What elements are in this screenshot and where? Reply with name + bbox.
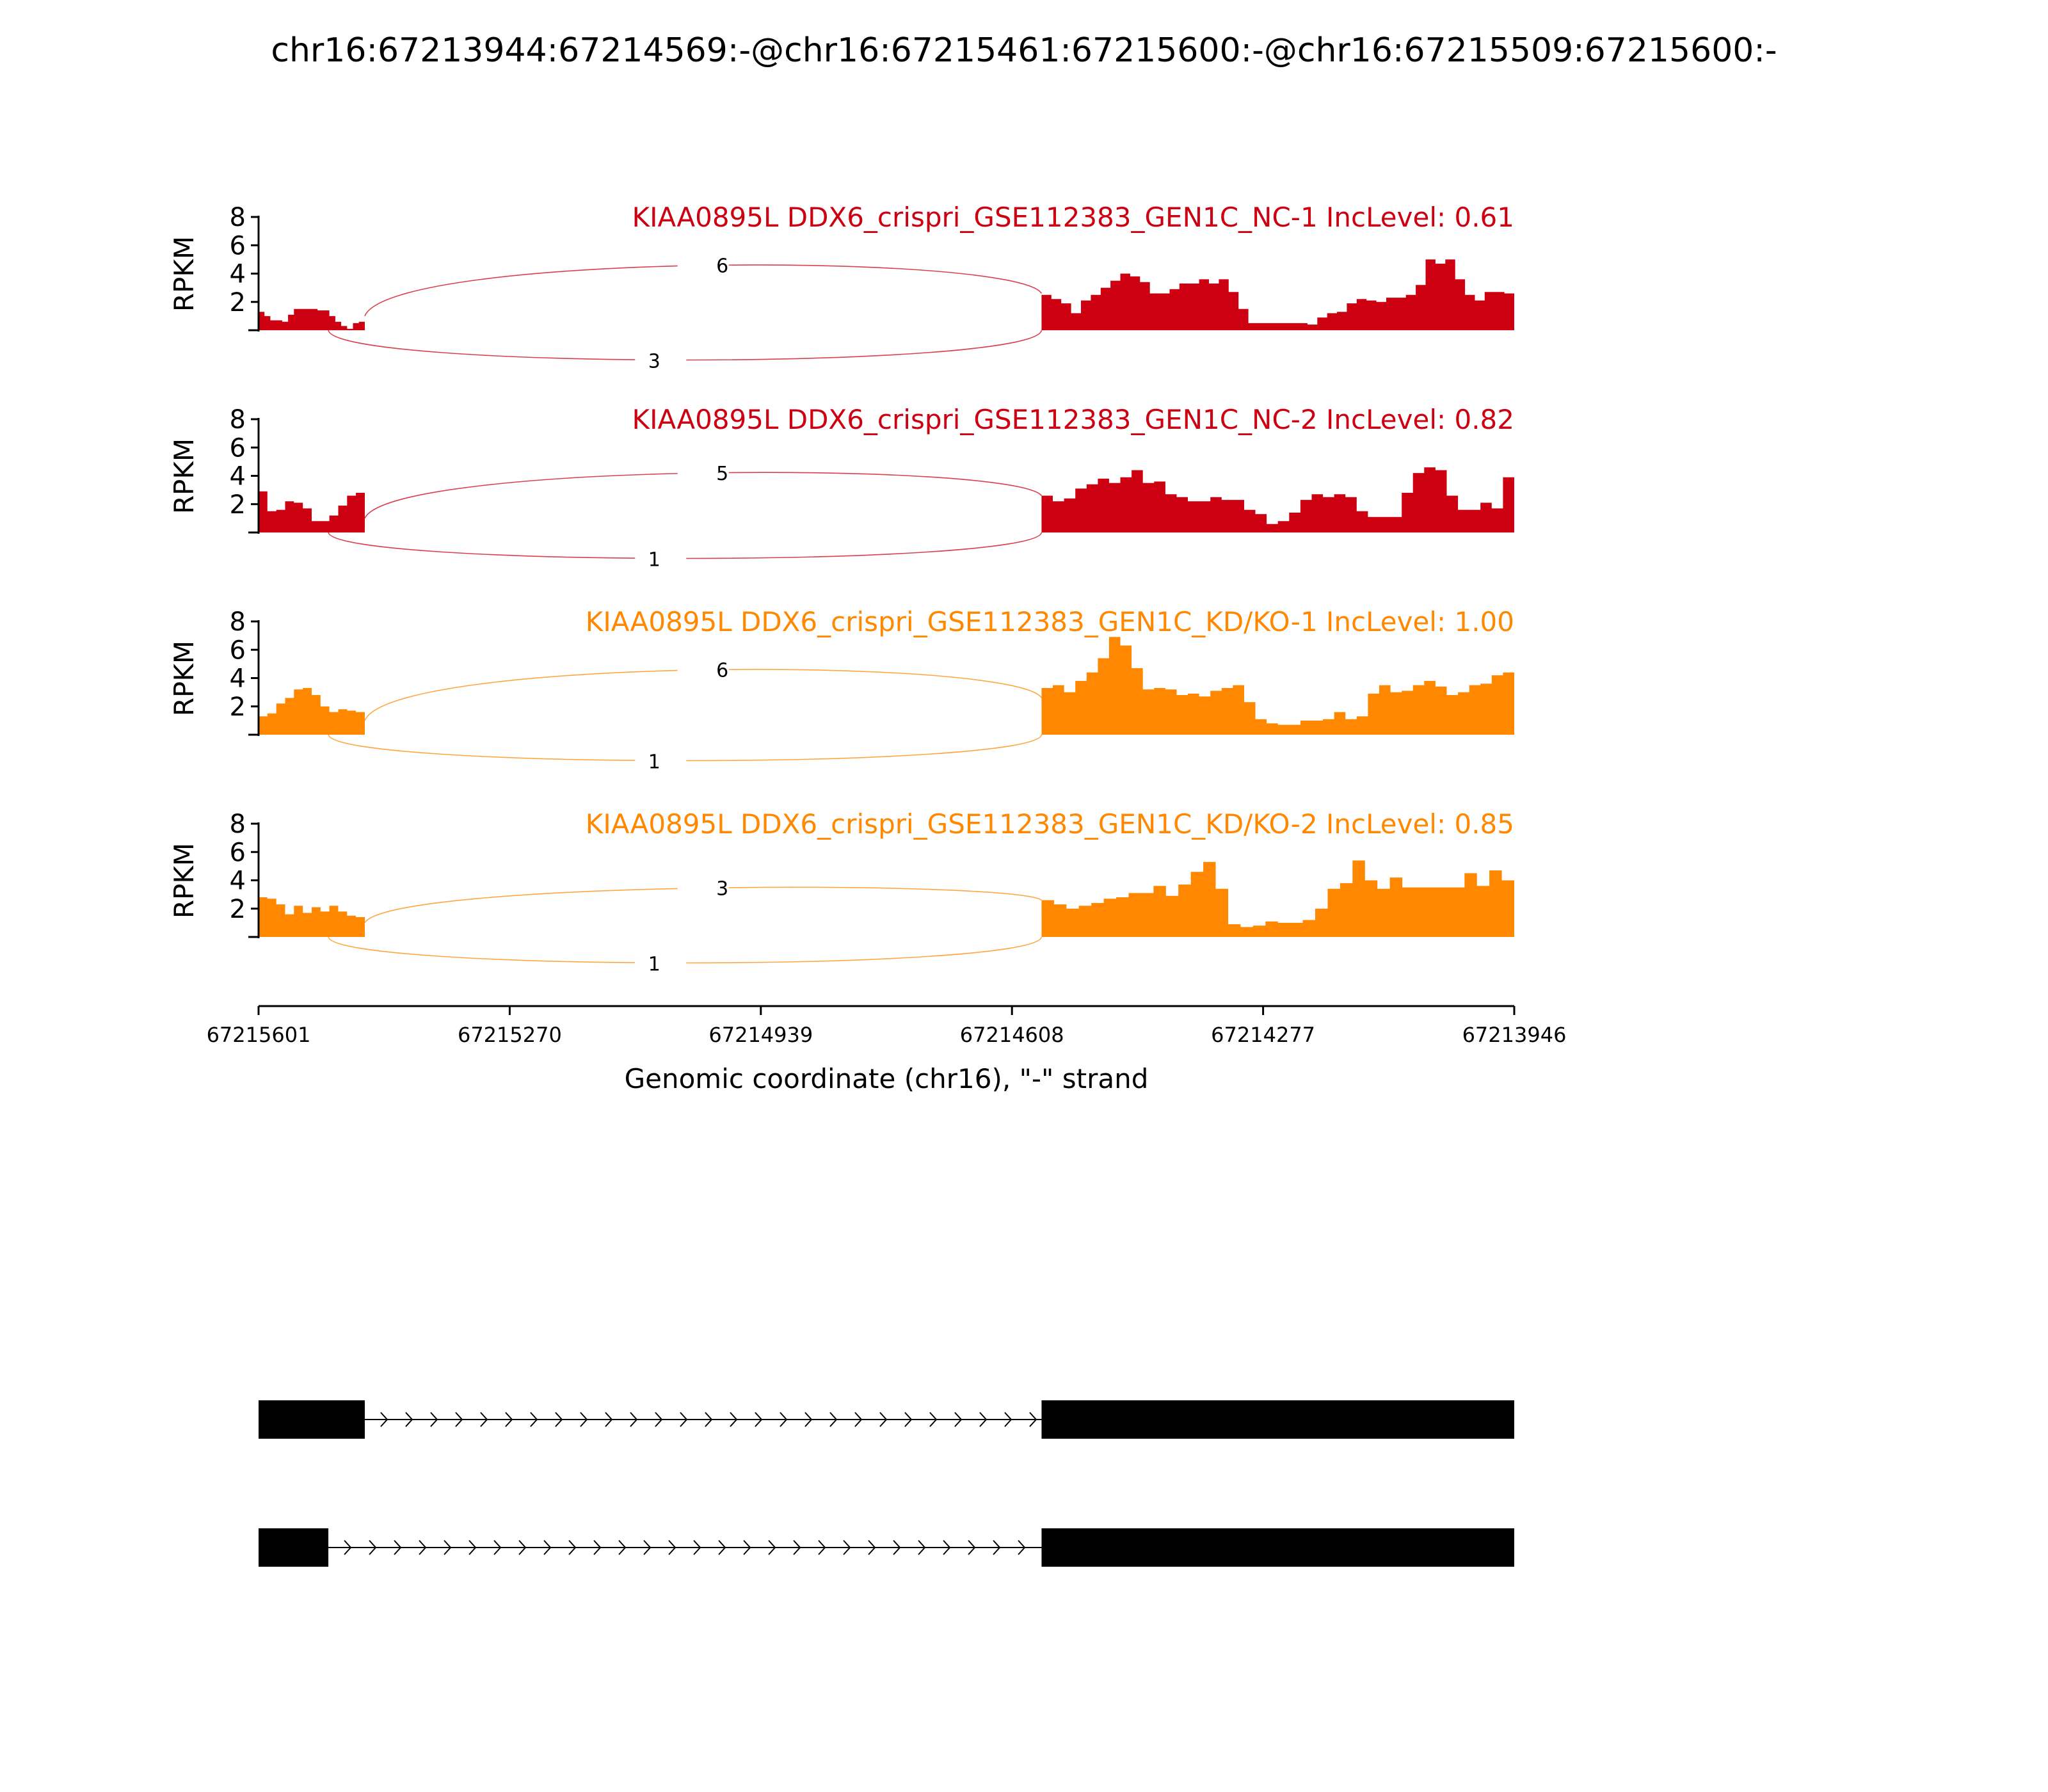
track-title: KIAA0895L DDX6_crispri_GSE112383_GEN1C_KD/KO-1 IncLevel: 1.00 bbox=[585, 606, 1514, 637]
y-tick-label: 6 bbox=[229, 636, 246, 666]
coverage-upstream bbox=[259, 492, 365, 532]
junction-label-bg bbox=[635, 348, 686, 373]
y-tick-label: 4 bbox=[229, 461, 246, 492]
x-tick-label: 67213946 bbox=[1462, 1023, 1567, 1047]
coverage-tracks bbox=[168, 202, 1514, 976]
track-title: KIAA0895L DDX6_crispri_GSE112383_GEN1C_KD/KO-2 IncLevel: 0.85 bbox=[585, 808, 1514, 840]
y-tick-label: 4 bbox=[229, 259, 246, 289]
x-tick-label: 67214277 bbox=[1211, 1023, 1316, 1047]
track-1 bbox=[168, 202, 1514, 373]
junction-count-skipping: 1 bbox=[648, 751, 660, 774]
exon-block bbox=[1041, 1528, 1514, 1567]
y-tick-label: 2 bbox=[229, 894, 246, 924]
junction-count-inclusion: 6 bbox=[716, 255, 729, 278]
junction-count-inclusion: 3 bbox=[716, 877, 729, 900]
y-tick-label: 8 bbox=[229, 203, 246, 232]
track-title: KIAA0895L DDX6_crispri_GSE112383_GEN1C_NC-2 IncLevel: 0.82 bbox=[632, 404, 1514, 435]
junction-count-skipping: 3 bbox=[648, 350, 660, 373]
junction-label-bg bbox=[635, 950, 686, 976]
x-tick-label: 67214939 bbox=[708, 1023, 813, 1047]
x-tick-label: 67215270 bbox=[457, 1023, 562, 1047]
track-3 bbox=[168, 606, 1514, 774]
junction-label-bg bbox=[635, 748, 686, 774]
y-tick-label: 8 bbox=[229, 810, 246, 839]
isoform-2 bbox=[259, 1528, 1514, 1567]
coverage-downstream bbox=[1041, 467, 1514, 532]
junction-label-bg bbox=[635, 546, 686, 572]
x-tick-label: 67214608 bbox=[959, 1023, 1064, 1047]
y-tick-label: 6 bbox=[229, 433, 246, 463]
y-axis-label: RPKM bbox=[168, 640, 200, 717]
coverage-upstream bbox=[259, 897, 365, 937]
y-tick-label: 2 bbox=[229, 490, 246, 520]
y-axis-label: RPKM bbox=[168, 842, 200, 919]
y-tick-label: 8 bbox=[229, 607, 246, 637]
junction-count-skipping: 1 bbox=[648, 953, 660, 976]
y-tick-label: 4 bbox=[229, 866, 246, 896]
exon-block bbox=[259, 1400, 365, 1439]
gene-model bbox=[259, 1400, 1514, 1567]
y-tick-label: 2 bbox=[229, 287, 246, 317]
y-tick-label: 6 bbox=[229, 231, 246, 261]
exon-block bbox=[259, 1528, 328, 1567]
exon-block bbox=[1041, 1400, 1514, 1439]
coverage-downstream bbox=[1041, 861, 1514, 938]
y-tick-label: 4 bbox=[229, 664, 246, 694]
junction-count-skipping: 1 bbox=[648, 548, 660, 572]
y-tick-label: 8 bbox=[229, 405, 246, 435]
x-axis-label: Genomic coordinate (chr16), "-" strand bbox=[624, 1063, 1149, 1094]
track-4 bbox=[168, 808, 1514, 976]
y-axis-label: RPKM bbox=[168, 438, 200, 515]
y-axis-label: RPKM bbox=[168, 236, 200, 312]
figure-title: chr16:67213944:67214569:-@chr16:67215461:67215600:-@chr16:67215509:67215600:- bbox=[271, 31, 1777, 70]
y-tick-label: 6 bbox=[229, 838, 246, 868]
junction-count-inclusion: 5 bbox=[716, 463, 729, 486]
junction-count-inclusion: 6 bbox=[716, 659, 729, 682]
coverage-downstream bbox=[1041, 637, 1514, 735]
x-axis bbox=[207, 1006, 1567, 1047]
track-title: KIAA0895L DDX6_crispri_GSE112383_GEN1C_NC-1 IncLevel: 0.61 bbox=[632, 202, 1514, 233]
x-tick-label: 67215601 bbox=[206, 1023, 311, 1047]
y-tick-label: 2 bbox=[229, 692, 246, 722]
isoform-1 bbox=[259, 1400, 1514, 1439]
coverage-upstream bbox=[259, 309, 365, 330]
coverage-downstream bbox=[1041, 259, 1514, 330]
track-2 bbox=[168, 404, 1514, 572]
coverage-upstream bbox=[259, 688, 365, 735]
